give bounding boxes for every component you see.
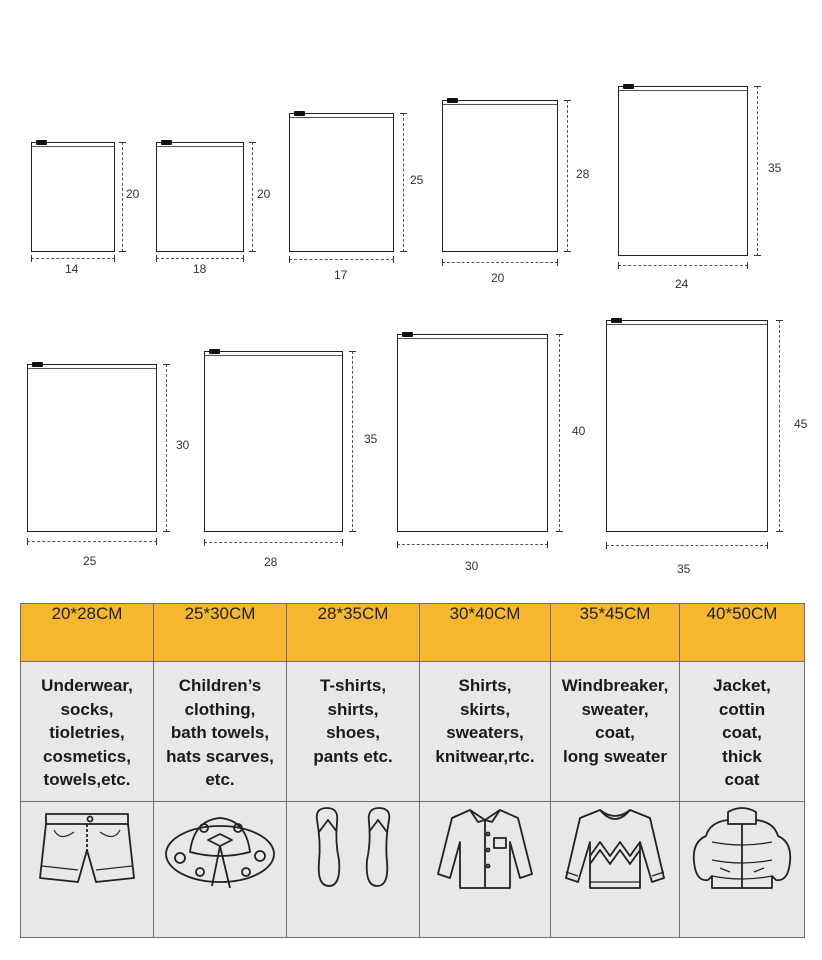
zipper-slider-icon [402, 332, 413, 337]
usage-cell [551, 662, 680, 802]
sweater-icon [560, 802, 670, 894]
bag-outline [156, 142, 244, 252]
zipper-slider-icon [294, 111, 305, 116]
bag-outline [618, 86, 748, 256]
zipper-slider-icon [32, 362, 43, 367]
bag-outline [204, 351, 343, 532]
width-dimension-line [204, 542, 343, 543]
icon-cell [287, 802, 420, 938]
width-dimension-line [31, 258, 115, 259]
height-dimension-line [352, 351, 353, 532]
size-header-cell: 20*28CM [21, 604, 154, 662]
size-usage-table [20, 603, 805, 938]
icon-cell [21, 802, 154, 938]
height-dimension-line [166, 364, 167, 532]
bag-outline [27, 364, 157, 532]
width-dimension-line [289, 259, 394, 260]
size-header-cell: 25*30CM [154, 604, 287, 662]
bag-outline [397, 334, 548, 532]
shirt-icon [430, 802, 540, 892]
usage-text: Children’s clothing, bath towels, hats scarves, etc. [166, 676, 274, 789]
width-label: 17 [334, 268, 348, 282]
height-label: 25 [410, 173, 424, 187]
width-dimension-line [606, 545, 768, 546]
height-dimension-line [779, 320, 780, 532]
width-dimension-line [397, 544, 548, 545]
usage-cell [420, 662, 551, 802]
bag-outline [31, 142, 115, 252]
height-label: 20 [126, 187, 140, 201]
height-dimension-line [403, 113, 404, 252]
shorts-icon [32, 802, 142, 892]
puffer-jacket-icon [686, 802, 798, 894]
bag-outline [606, 320, 768, 532]
height-label: 40 [572, 424, 586, 438]
size-header-cell: 28*35CM [287, 604, 420, 662]
width-label: 30 [465, 559, 479, 573]
zipper-slider-icon [447, 98, 458, 103]
zipper-slider-icon [36, 140, 47, 145]
size-header-cell: 35*45CM [551, 604, 680, 662]
usage-row [21, 662, 805, 802]
width-label: 14 [65, 262, 79, 276]
usage-text: Windbreaker, sweater, coat, long sweater [561, 676, 669, 766]
width-dimension-line [156, 258, 244, 259]
zipper-slider-icon [611, 318, 622, 323]
flip-flops-icon [303, 802, 403, 892]
icon-cell [680, 802, 805, 938]
usage-text: Underwear, socks, tioletries, cosmetics, towels,etc. [41, 676, 133, 789]
width-dimension-line [442, 262, 558, 263]
zipper-slider-icon [623, 84, 634, 89]
icon-row [21, 802, 805, 938]
usage-text: Shirts, skirts, sweaters, knitwear,rtc. [435, 676, 535, 766]
size-header-row [21, 604, 805, 662]
height-dimension-line [122, 142, 123, 252]
height-label: 28 [576, 167, 590, 181]
height-dimension-line [567, 100, 568, 252]
height-label: 20 [257, 187, 271, 201]
usage-cell [21, 662, 154, 802]
width-label: 25 [83, 554, 97, 568]
height-dimension-line [252, 142, 253, 252]
bag-outline [442, 100, 558, 252]
width-label: 35 [677, 562, 691, 576]
height-label: 45 [794, 417, 808, 431]
usage-text: Jacket, cottin coat, thick coat [713, 676, 771, 789]
usage-text: T-shirts, shirts, shoes, pants etc. [313, 676, 393, 766]
height-dimension-line [559, 334, 560, 532]
size-header-cell: 40*50CM [680, 604, 805, 662]
width-dimension-line [27, 541, 157, 542]
width-label: 20 [491, 271, 505, 285]
height-label: 30 [176, 438, 190, 452]
height-label: 35 [768, 161, 782, 175]
size-header-cell: 30*40CM [420, 604, 551, 662]
zipper-slider-icon [209, 349, 220, 354]
width-label: 18 [193, 262, 207, 276]
zipper-slider-icon [161, 140, 172, 145]
icon-cell [551, 802, 680, 938]
bag-outline [289, 113, 394, 252]
usage-cell [287, 662, 420, 802]
width-dimension-line [618, 265, 748, 266]
icon-cell [420, 802, 551, 938]
height-label: 35 [364, 432, 378, 446]
sun-hat-icon [160, 802, 280, 892]
width-label: 24 [675, 277, 689, 291]
icon-cell [154, 802, 287, 938]
usage-cell [154, 662, 287, 802]
height-dimension-line [757, 86, 758, 256]
usage-cell [680, 662, 805, 802]
width-label: 28 [264, 555, 278, 569]
